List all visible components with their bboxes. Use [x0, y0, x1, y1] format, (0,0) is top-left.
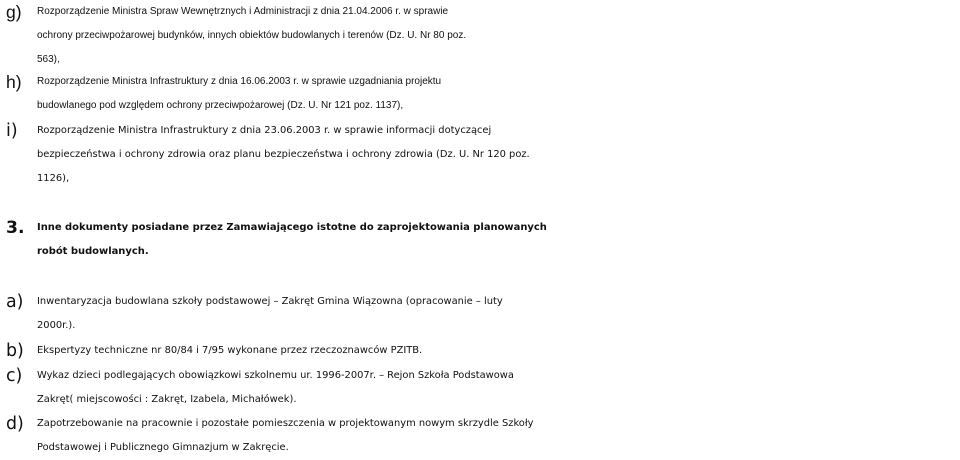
heading-line: Inne dokumenty posiadane przez Zamawiającego istotne do zaprojektowania planowanych: [37, 222, 547, 233]
list-marker: g): [6, 2, 22, 22]
text-line: Rozporządzenie Ministra Infrastruktury z dnia 23.06.2003 r. w sprawie informacji dotyczącej: [37, 125, 492, 136]
list-item-text: [37, 0, 959, 72]
list-marker: h): [6, 72, 22, 92]
list-marker: d): [6, 414, 24, 434]
section-number: 3.: [6, 218, 25, 238]
text-line: 1126),: [37, 173, 70, 184]
list-item-text: [37, 290, 959, 338]
text-line: Zakręt( miejscowości : Zakręt, Izabela, Michałówek).: [37, 394, 297, 405]
heading-line: robót budowlanych.: [37, 246, 149, 257]
text-line: bezpieczeństwa i ochrony zdrowia oraz planu bezpieczeństwa i ochrony zdrowia (Dz. U. Nr 120 poz.: [37, 149, 530, 160]
list-item-text: [37, 364, 959, 412]
text-line: 2000r.).: [37, 320, 76, 331]
text-line: Zapotrzebowanie na pracownie i pozostałe pomieszczenia w projektowanym nowym skrzydle Szkoły: [37, 418, 534, 429]
list-marker: a): [6, 292, 24, 312]
list-marker: b): [6, 341, 24, 361]
list-item-text: [37, 119, 959, 191]
text-line: Podstawowej i Publicznego Gimnazjum w Zakręcie.: [37, 442, 289, 453]
text-line: ochrony przeciwpożarowej budynków, innych obiektów budowlanych i terenów (Dz. U. Nr 80 poz.: [37, 30, 467, 41]
list-item-text: [37, 339, 959, 363]
list-item-text: [37, 412, 959, 460]
list-marker: c): [6, 366, 23, 386]
text-line: Ekspertyzy techniczne nr 80/84 i 7/95 wykonane przez rzeczoznawców PZITB.: [37, 345, 423, 356]
list-item-text: [37, 70, 959, 118]
text-line: 563),: [37, 54, 60, 65]
text-line: Rozporządzenie Ministra Spraw Wewnętrznych i Administracji z dnia 21.04.2006 r. w sprawie: [37, 6, 449, 17]
text-line: Wykaz dzieci podlegających obowiązkowi szkolnemu ur. 1996-2007r. – Rejon Szkoła Podstawowa: [37, 370, 514, 381]
text-line: Inwentaryzacja budowlana szkoły podstawowej – Zakręt Gmina Wiązowna (opracowanie – luty: [37, 296, 503, 307]
list-marker: i): [6, 121, 18, 141]
text-line: Rozporządzenie Ministra Infrastruktury z dnia 16.06.2003 r. w sprawie uzgadniania projektu: [37, 76, 442, 87]
text-line: budowlanego pod względem ochrony przeciwpożarowej (Dz. U. Nr 121 poz. 1137),: [37, 100, 404, 111]
section-heading-text: [37, 216, 959, 264]
